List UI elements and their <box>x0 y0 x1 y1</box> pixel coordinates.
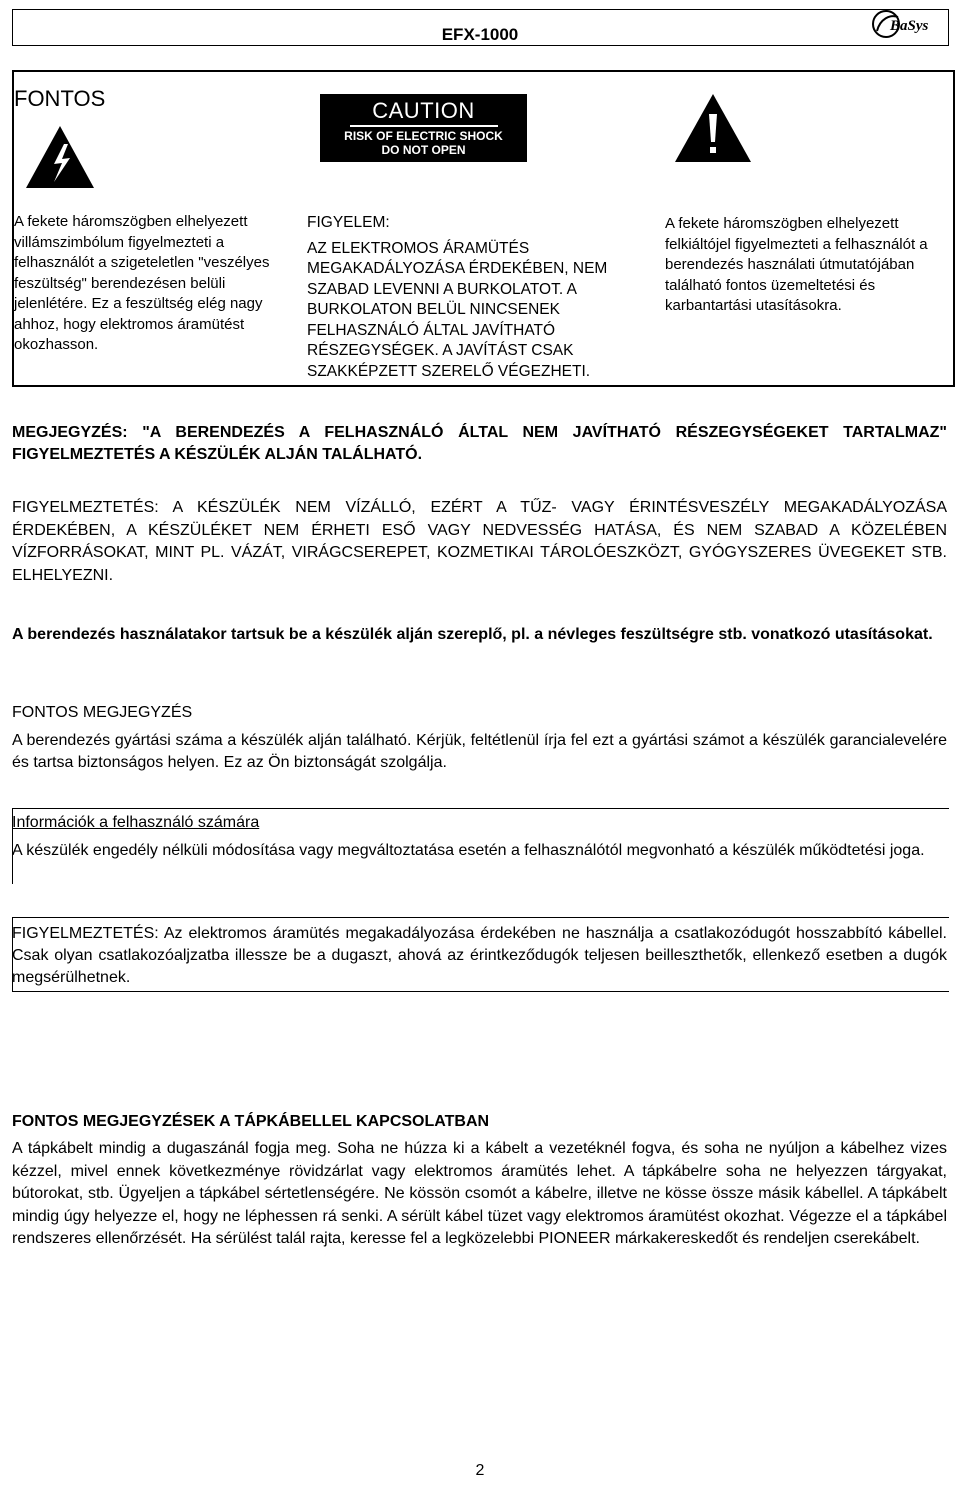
informaciok-text: A készülék engedély nélküli módosítása vagy megváltoztatása esetén a felhasználótól megvonható a készülék működtetési joga. <box>12 842 925 859</box>
informaciok-heading: Információk a felhasználó számára <box>12 814 260 831</box>
lightning-description: A fekete háromszögben elhelyezett villámszimbólum figyelmezteti a felhasználót a szigeteletlen "veszélyes feszültség" berendezésen belüli jelenlétére. Ez a feszültség elég nagy ahhoz, hogy elektromos áramütést okozhasson. <box>14 213 270 353</box>
lightning-warning-icon <box>24 124 96 190</box>
figyelmeztetes-block <box>12 497 947 587</box>
caution-line-1: RISK OF ELECTRIC SHOCK <box>344 129 503 143</box>
figyelem-text: AZ ELEKTROMOS ÁRAMÜTÉS MEGAKADÁLYOZÁSA ÉRDEKÉBEN, NEM SZABAD LEVENNI A BURKOLATOT. A BURKOLATON BELÜL NINCSENEK FELHASZNÁLÓ ÁLTAL JAVÍTHATÓ RÉSZEGYSÉGEK. A JAVÍTÁST CSAK SZAKKÉPZETT SZERELŐ VÉGEZHETI. <box>307 239 608 380</box>
logo-text: BaSys <box>890 18 929 34</box>
info-top-rule <box>12 808 949 809</box>
figyelmeztetes2-text: : Az elektromos áramütés megakadályozása érdekében ne használja a csatlakozódugót hosszabbító kábellel. Csak olyan csatlakozóaljzatba illessze be a dugaszt, ahová az érintkeződugók teljesen beilleszthetők, ellenkező esetben a dugók megsérülhetnek. <box>12 925 947 986</box>
caution-title: CAUTION <box>372 98 475 123</box>
warning-bottom-rule <box>12 991 949 992</box>
page-number: 2 <box>475 1462 485 1479</box>
figyelmeztetes-text: : A KÉSZÜLÉK NEM VÍZÁLLÓ, EZÉRT A TŰZ- VAGY ÉRINTÉSVESZÉLY MEGAKADÁLYOZÁSA ÉRDEKÉBEN, A KÉSZÜLÉKET NEM ÉRHETI ESŐ VAGY NEDVESSÉG HATÁSA, ÉS NEM SZABAD A KÖZELÉBEN VÍZFORRÁSOKAT, MINT PL. VÁZÁT, VIRÁGCSEREPET, KOZMETIKAI TÁROLÓESZKÖZT, GYÓGYSZERES ÜVEGEKET STB. ELHELYEZNI. <box>12 499 947 584</box>
caution-line-2: DO NOT OPEN <box>381 143 466 157</box>
figyelmeztetes2-block <box>12 923 947 989</box>
figyelmeztetes-label: FIGYELMEZTETÉS <box>12 499 155 516</box>
fontos-label: FONTOS <box>14 86 106 111</box>
document-title: EFX-1000 <box>441 25 519 44</box>
figyelem-block <box>307 213 652 382</box>
caution-divider <box>350 125 498 127</box>
exclamation-description: A fekete háromszögben elhelyezett felkiáltójel figyelmezteti a felhasználót a berendezés használati útmutatójában található fontos üzemeltetési és karbantartási utasításokra. <box>665 215 928 314</box>
tapkabel-text: A tápkábelt mindig a dugaszánál fogja meg. Soha ne húzza ki a kábelt a vezetéknél fogva, és soha ne nyúljon a kábelhez vizes kézzel, mivel ennek következménye rövidzárlat vagy elektromos áramütés lehet. A tápkábelre soha ne helyezzen tárgyakat, bútorokat, stb. Ügyeljen a tápkábel sértetlenségére. Ne kössön csomót a kábelre, illetve ne kösse össze másik kábellel. A tápkábelt mindig úgy helyezze el, hogy ne léphessen rá senki. A sérült kábel tüzet vagy elektromos áramütést okozhat. Végezze el a tápkábel rendszeres ellenőrzését. Ha sérülést talál rajta, keresse fel a legközelebbi PIONEER márkakereskedőt és rendeljen cserekábelt. <box>12 1140 947 1247</box>
megjegyzes-note: MEGJEGYZÉS: "A BERENDEZÉS A FELHASZNÁLÓ ÁLTAL NEM JAVÍTHATÓ RÉSZEGYSÉGEKET TARTALMAZ" FIGYELMEZTETÉS A KÉSZÜLÉK ALJÁN TALÁLHATÓ. <box>12 424 947 463</box>
figyelem-heading: FIGYELEM: <box>307 214 390 231</box>
hasznalat-note: A berendezés használatakor tartsuk be a készülék alján szereplő, pl. a névleges feszültségre stb. vonatkozó utasításokat. <box>12 626 933 643</box>
fontos-megjegyzes-text: A berendezés gyártási száma a készülék alján található. Kérjük, feltétlenül írja fel ezt a gyártási számot a készülék garancialevelére és tartsa biztonságos helyen. Ez az Ön biztonságát szolgálja. <box>12 732 947 771</box>
basys-logo <box>868 5 948 43</box>
tapkabel-heading: FONTOS MEGJEGYZÉSEK A TÁPKÁBELLEL KAPCSOLATBAN <box>12 1113 490 1130</box>
fontos-megjegyzes-heading: FONTOS MEGJEGYZÉS <box>12 704 193 721</box>
warning-top-rule <box>12 917 949 918</box>
exclamation-warning-icon <box>673 92 753 164</box>
figyelmeztetes2-label: FIGYELMEZTETÉS <box>12 925 155 942</box>
